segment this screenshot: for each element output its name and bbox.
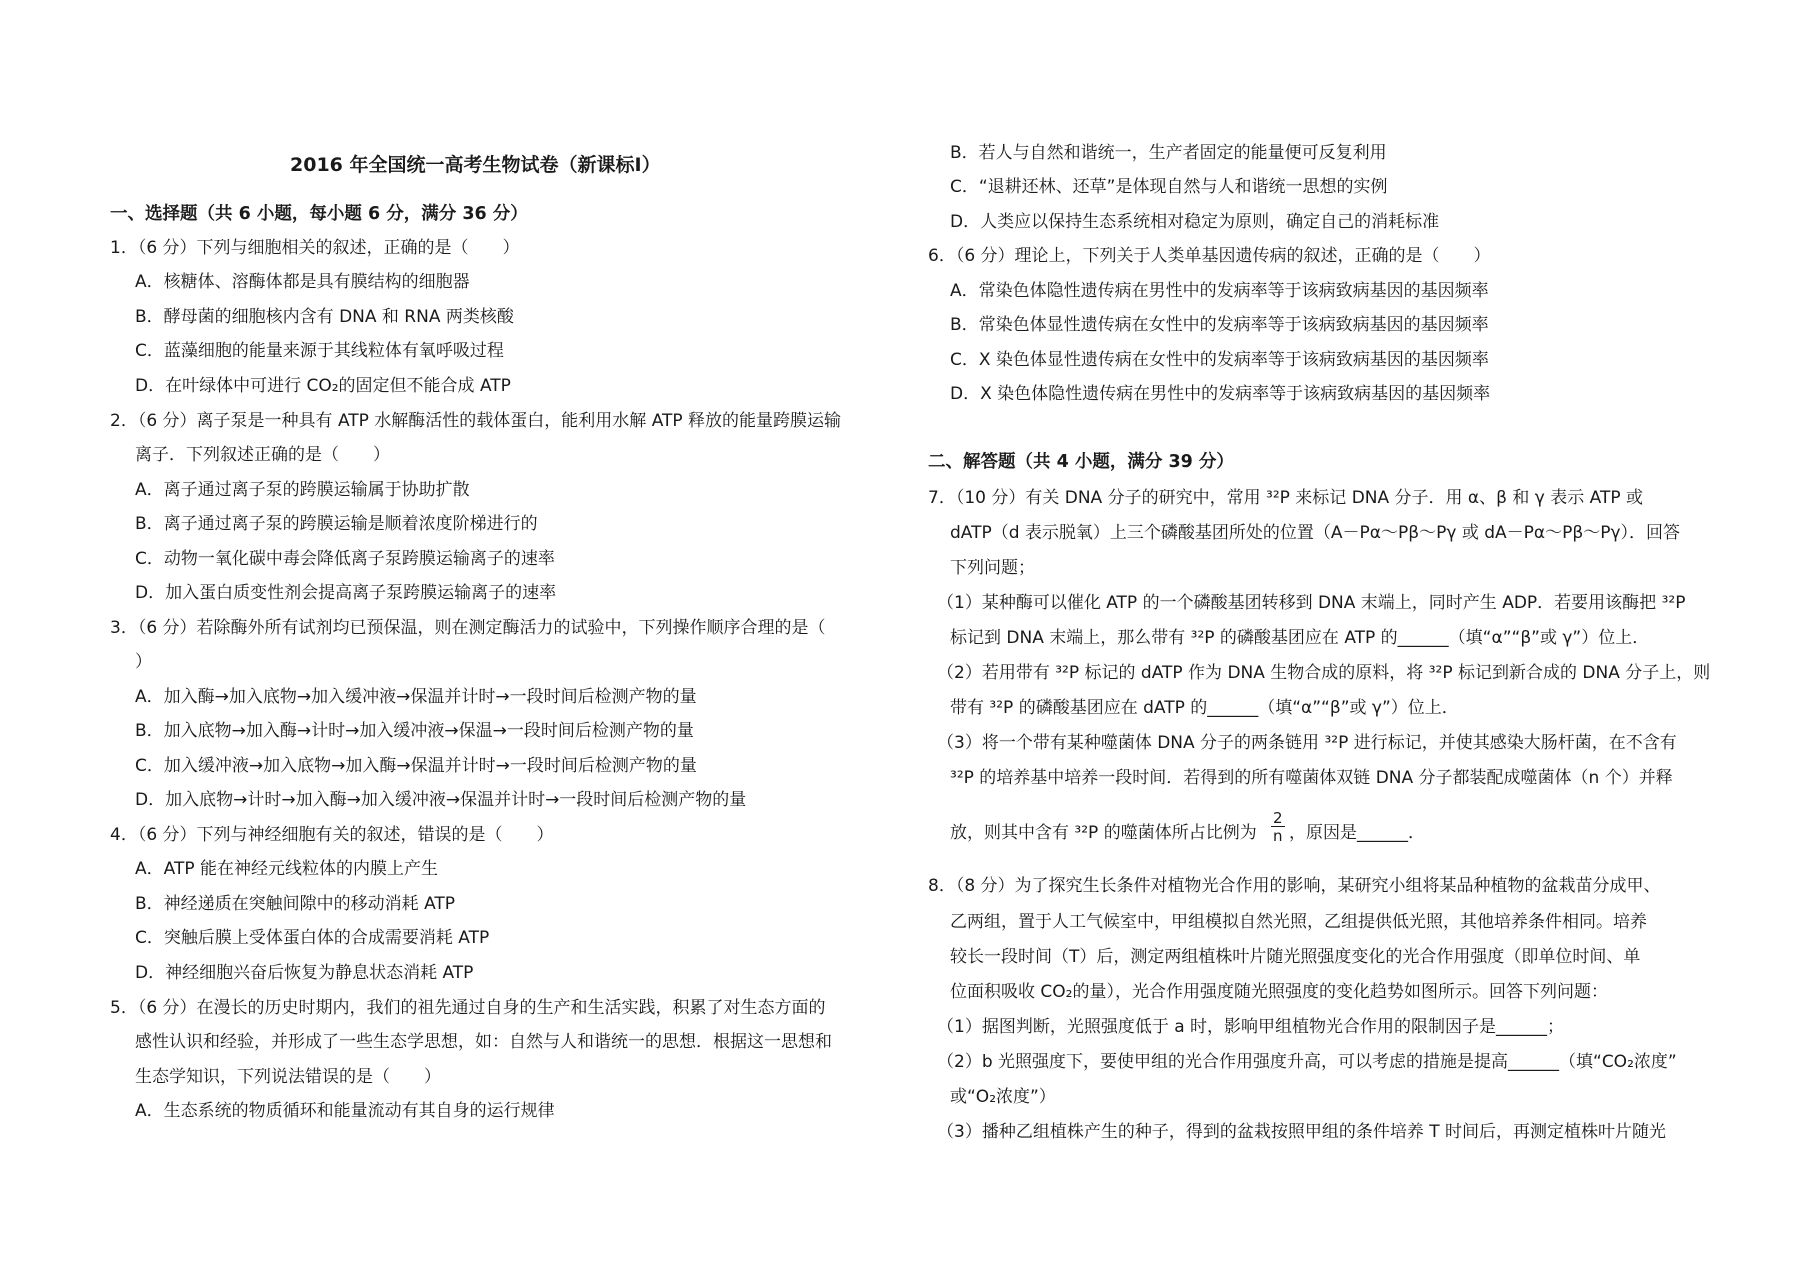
fraction <box>1271 810 1285 845</box>
option-line: C．“退耕还林、还草”是体现自然与人和谐统一思想的实例 <box>950 177 1388 197</box>
section-heading: 二、解答题（共 4 小题，满分 39 分） <box>928 452 1234 472</box>
option-line: B．加入底物→加入酶→计时→加入缓冲液→保温→一段时间后检测产物的量 <box>135 721 694 741</box>
option-line: B．神经递质在突触间隙中的移动消耗 ATP <box>135 894 456 914</box>
option-line: D．加入蛋白质变性剂会提高离子泵跨膜运输离子的速率 <box>135 583 557 603</box>
fraction-denominator: n <box>1273 827 1283 845</box>
option-line: C．X 染色体显性遗传病在女性中的发病率等于该病致病基因的基因频率 <box>950 350 1489 370</box>
sub-question: （3）将一个带有某种噬菌体 DNA 分子的两条链用 ³²P 进行标记，并使其感染大肠杆菌，在不含有 <box>937 733 1677 753</box>
fraction-numerator: 2 <box>1273 809 1283 827</box>
option-line: D．在叶绿体中可进行 CO₂的固定但不能合成 ATP <box>135 376 511 396</box>
option-line: C．动物一氧化碳中毒会降低离子泵跨膜运输离子的速率 <box>135 549 555 569</box>
question-8: 8．（8 分）为了探究生长条件对植物光合作用的影响，某研究小组将某品种植物的盆栽苗分成甲、 <box>928 876 1661 896</box>
question-1: 1．（6 分）下列与细胞相关的叙述，正确的是（ ） <box>110 238 520 258</box>
option-line: D．人类应以保持生态系统相对稳定为原则，确定自己的消耗标准 <box>950 212 1440 232</box>
question-line: 放，则其中含有 ³²P 的噬菌体所占比例为 <box>950 823 1257 843</box>
option-line: A．ATP 能在神经元线粒体的内膜上产生 <box>135 859 438 879</box>
option-line: A．核糖体、溶酶体都是具有膜结构的细胞器 <box>135 272 470 292</box>
question-2: 2．（6 分）离子泵是一种具有 ATP 水解酶活性的载体蛋白，能利用水解 ATP 释放的能量跨膜运输 <box>110 411 842 431</box>
question-line: 下列问题； <box>950 558 1035 578</box>
option-line: B．常染色体显性遗传病在女性中的发病率等于该病致病基因的基因频率 <box>950 315 1489 335</box>
option-line: D．X 染色体隐性遗传病在男性中的发病率等于该病致病基因的基因频率 <box>950 384 1491 404</box>
sub-question: （3）播种乙组植株产生的种子，得到的盆栽按照甲组的条件培养 T 时间后，再测定植株叶片随光 <box>937 1122 1667 1142</box>
question-7: 7．（10 分）有关 DNA 分子的研究中，常用 ³²P 来标记 DNA 分子．用 α、β 和 γ 表示 ATP 或 <box>928 488 1644 508</box>
question-line: 或“O₂浓度”） <box>950 1087 1056 1107</box>
sub-question: （1）据图判断，光照强度低于 a 时，影响甲组植物光合作用的限制因子是______； <box>937 1017 1565 1037</box>
question-4: 4．（6 分）下列与神经细胞有关的叙述，错误的是（ ） <box>110 825 554 845</box>
question-5: 5．（6 分）在漫长的历史时期内，我们的祖先通过自身的生产和生活实践，积累了对生态方面的 <box>110 998 826 1018</box>
sub-question: （2）若用带有 ³²P 标记的 dATP 作为 DNA 生物合成的原料，将 ³²P 标记到新合成的 DNA 分子上，则 <box>937 663 1711 683</box>
question-line: 离子．下列叙述正确的是（ ） <box>135 445 390 465</box>
option-line: B．酵母菌的细胞核内含有 DNA 和 RNA 两类核酸 <box>135 307 514 327</box>
question-line: 位面积吸收 CO₂的量），光合作用强度随光照强度的变化趋势如图所示。回答下列问题： <box>950 982 1608 1002</box>
page-title: 2016 年全国统一高考生物试卷（新课标Ⅰ） <box>290 154 661 176</box>
section-heading: 一、选择题（共 6 小题，每小题 6 分，满分 36 分） <box>110 204 528 224</box>
question-line: 感性认识和经验，并形成了一些生态学思想，如：自然与人和谐统一的思想．根据这一思想和 <box>135 1032 832 1052</box>
question-6: 6．（6 分）理论上，下列关于人类单基因遗传病的叙述，正确的是（ ） <box>928 246 1491 266</box>
question-line: dATP（d 表示脱氧）上三个磷酸基团所处的位置（A－Pα～Pβ～Pγ 或 dA－Pα～Pβ～Pγ）．回答 <box>950 523 1681 543</box>
option-line: B．若人与自然和谐统一，生产者固定的能量便可反复利用 <box>950 143 1387 163</box>
question-line: 带有 ³²P 的磷酸基团应在 dATP 的______（填“α”“β”或 γ”）位上． <box>950 698 1459 718</box>
option-line: A．加入酶→加入底物→加入缓冲液→保温并计时→一段时间后检测产物的量 <box>135 687 697 707</box>
option-line: D．神经细胞兴奋后恢复为静息状态消耗 ATP <box>135 963 474 983</box>
option-line: A．离子通过离子泵的跨膜运输属于协助扩散 <box>135 480 470 500</box>
question-line: 乙两组，置于人工气候室中，甲组模拟自然光照，乙组提供低光照，其他培养条件相同。培养 <box>950 912 1647 932</box>
option-line: A．常染色体隐性遗传病在男性中的发病率等于该病致病基因的基因频率 <box>950 281 1489 301</box>
question-line: ³²P 的培养基中培养一段时间．若得到的所有噬菌体双链 DNA 分子都装配成噬菌体（n 个）并释 <box>950 768 1673 788</box>
question-line: 标记到 DNA 末端上，那么带有 ³²P 的磷酸基团应在 ATP 的______（填“α”“β”或 γ”）位上． <box>950 628 1650 648</box>
option-line: C．加入缓冲液→加入底物→加入酶→保温并计时→一段时间后检测产物的量 <box>135 756 697 776</box>
option-line: A．生态系统的物质循环和能量流动有其自身的运行规律 <box>135 1101 555 1121</box>
question-line: ，原因是______． <box>1289 823 1425 843</box>
question-line: 生态学知识，下列说法错误的是（ ） <box>135 1067 441 1087</box>
option-line: C．蓝藻细胞的能量来源于其线粒体有氧呼吸过程 <box>135 341 504 361</box>
option-line: B．离子通过离子泵的跨膜运输是顺着浓度阶梯进行的 <box>135 514 538 534</box>
option-line: D．加入底物→计时→加入酶→加入缓冲液→保温并计时→一段时间后检测产物的量 <box>135 790 747 810</box>
question-line: 较长一段时间（T）后，测定两组植株叶片随光照强度变化的光合作用强度（即单位时间、单 <box>950 947 1641 967</box>
question-3: 3．（6 分）若除酶外所有试剂均已预保温，则在测定酶活力的试验中，下列操作顺序合理的是（ <box>110 618 826 638</box>
option-line: C．突触后膜上受体蛋白体的合成需要消耗 ATP <box>135 928 490 948</box>
question-line: ） <box>135 652 152 672</box>
sub-question: （2）b 光照强度下，要使甲组的光合作用强度升高，可以考虑的措施是提高______（填“CO₂浓度” <box>937 1052 1677 1072</box>
sub-question: （1）某种酶可以催化 ATP 的一个磷酸基团转移到 DNA 末端上，同时产生 ADP．若要用该酶把 ³²P <box>937 593 1686 613</box>
